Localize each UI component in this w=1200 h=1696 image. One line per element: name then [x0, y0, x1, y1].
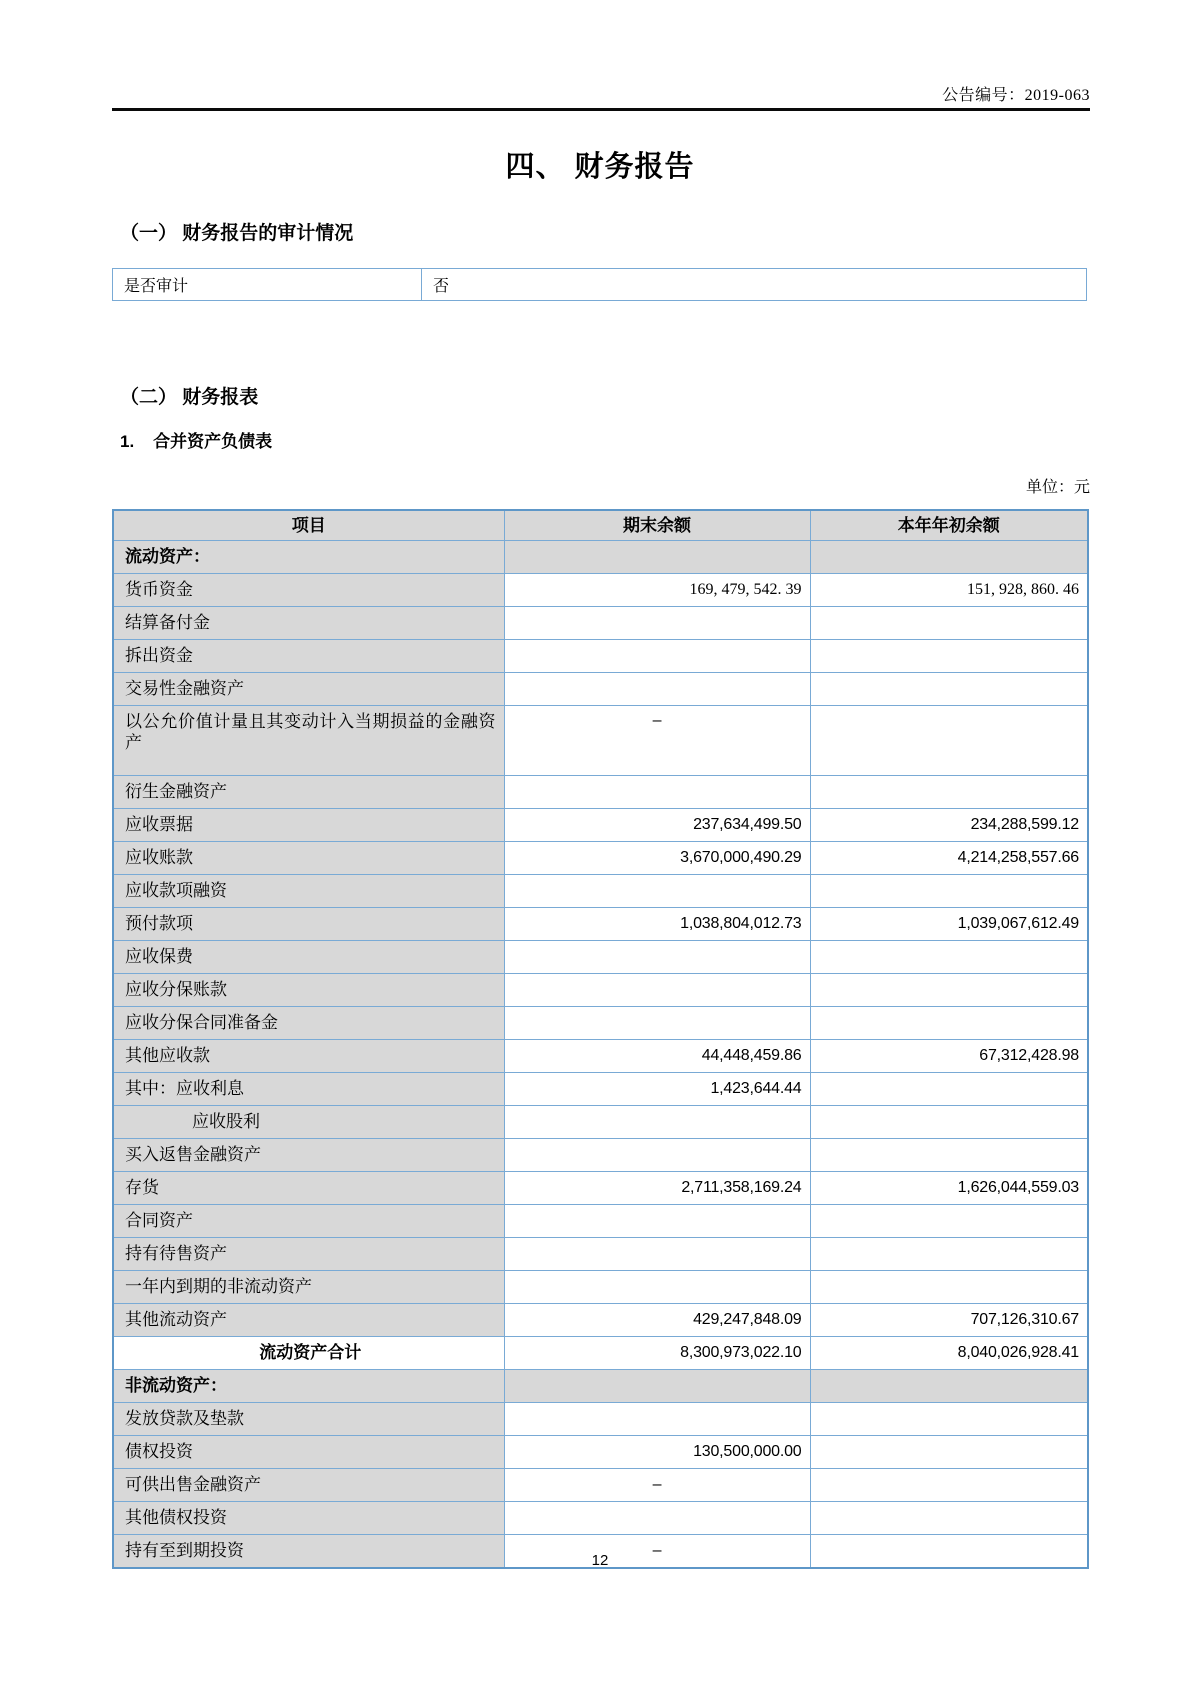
begin-balance-cell: 8,040,026,928.41 [810, 1337, 1088, 1370]
end-balance-cell: 1,423,644.44 [504, 1073, 810, 1106]
begin-balance-cell [810, 541, 1088, 574]
table-row [113, 842, 1088, 875]
begin-balance-cell [810, 776, 1088, 809]
end-balance-cell [504, 1403, 810, 1436]
section-row [113, 541, 1088, 574]
column-header-item: 项目 [113, 510, 504, 541]
end-balance-cell [504, 541, 810, 574]
end-balance-cell: 130,500,000.00 [504, 1436, 810, 1469]
end-balance-cell [504, 875, 810, 908]
table-row [113, 1469, 1088, 1502]
end-balance-cell [504, 1007, 810, 1040]
end-balance-cell [504, 974, 810, 1007]
table-row [113, 875, 1088, 908]
total-row [113, 1337, 1088, 1370]
table-row [113, 1502, 1088, 1535]
begin-balance-cell [810, 1436, 1088, 1469]
begin-balance-cell [810, 1403, 1088, 1436]
audit-row [113, 269, 1087, 301]
item-label-cell: 持有至到期投资 [113, 1535, 504, 1569]
begin-balance-cell: 1,626,044,559.03 [810, 1172, 1088, 1205]
item-label-cell: 其他债权投资 [113, 1502, 504, 1535]
begin-balance-cell [810, 1370, 1088, 1403]
audit-question-cell: 是否审计 [113, 269, 422, 301]
end-balance-cell: – [504, 1535, 810, 1569]
begin-balance-cell [810, 673, 1088, 706]
item-label-cell: 拆出资金 [113, 640, 504, 673]
begin-balance-cell [810, 1502, 1088, 1535]
doc-number: 公告编号：2019-063 [942, 87, 1090, 104]
table-row [113, 1403, 1088, 1436]
page-number: 12 [591, 1552, 609, 1569]
begin-balance-cell: 151, 928, 860. 46 [810, 574, 1088, 607]
table-row [113, 607, 1088, 640]
subsection-balance-sheet-heading: 1. 合并资产负债表 [120, 432, 273, 451]
item-label-cell: 应收款项融资 [113, 875, 504, 908]
end-balance-cell [504, 1238, 810, 1271]
end-balance-cell [504, 1139, 810, 1172]
begin-balance-cell [810, 1205, 1088, 1238]
table-row [113, 1436, 1088, 1469]
begin-balance-cell [810, 1238, 1088, 1271]
table-row [113, 776, 1088, 809]
item-label-cell: 货币资金 [113, 574, 504, 607]
audit-table [112, 268, 1087, 301]
item-label-cell: 应收分保账款 [113, 974, 504, 1007]
begin-balance-cell: 67,312,428.98 [810, 1040, 1088, 1073]
item-label-cell: 流动资产合计 [113, 1337, 504, 1370]
item-label-cell: 债权投资 [113, 1436, 504, 1469]
begin-balance-cell [810, 875, 1088, 908]
audit-answer-cell: 否 [422, 269, 1087, 301]
item-label-cell: 结算备付金 [113, 607, 504, 640]
end-balance-cell [504, 1370, 810, 1403]
item-label-cell: 衍生金融资产 [113, 776, 504, 809]
begin-balance-cell [810, 607, 1088, 640]
end-balance-cell [504, 607, 810, 640]
section-row [113, 1370, 1088, 1403]
end-balance-cell: 3,670,000,490.29 [504, 842, 810, 875]
end-balance-cell: 8,300,973,022.10 [504, 1337, 810, 1370]
item-label-cell: 持有待售资产 [113, 1238, 504, 1271]
item-label-cell: 应收保费 [113, 941, 504, 974]
begin-balance-cell: 1,039,067,612.49 [810, 908, 1088, 941]
table-row [113, 1238, 1088, 1271]
item-label-cell: 存货 [113, 1172, 504, 1205]
column-header-ending-balance: 期末余额 [504, 510, 810, 541]
end-balance-cell: 429,247,848.09 [504, 1304, 810, 1337]
item-label-cell: 买入返售金融资产 [113, 1139, 504, 1172]
table-row [113, 574, 1088, 607]
begin-balance-cell: 4,214,258,557.66 [810, 842, 1088, 875]
begin-balance-cell [810, 1139, 1088, 1172]
table-row [113, 1007, 1088, 1040]
end-balance-cell [504, 941, 810, 974]
begin-balance-cell: 234,288,599.12 [810, 809, 1088, 842]
table-row [113, 809, 1088, 842]
item-label-cell: 预付款项 [113, 908, 504, 941]
table-row [113, 706, 1088, 776]
begin-balance-cell [810, 1271, 1088, 1304]
unit-label: 单位：元 [1025, 479, 1090, 496]
end-balance-cell: 169, 479, 542. 39 [504, 574, 810, 607]
balance-sheet-header-row [113, 510, 1088, 541]
begin-balance-cell: 707,126,310.67 [810, 1304, 1088, 1337]
table-row [113, 1205, 1088, 1238]
end-balance-cell: 1,038,804,012.73 [504, 908, 810, 941]
end-balance-cell [504, 673, 810, 706]
item-label-cell: 应收票据 [113, 809, 504, 842]
begin-balance-cell [810, 941, 1088, 974]
section-audit-heading: （一） 财务报告的审计情况 [120, 223, 354, 244]
table-row [113, 1073, 1088, 1106]
begin-balance-cell [810, 640, 1088, 673]
item-label-cell: 非流动资产： [113, 1370, 504, 1403]
table-row [113, 941, 1088, 974]
end-balance-cell: 44,448,459.86 [504, 1040, 810, 1073]
end-balance-cell: 2,711,358,169.24 [504, 1172, 810, 1205]
item-label-cell: 发放贷款及垫款 [113, 1403, 504, 1436]
item-label-cell: 合同资产 [113, 1205, 504, 1238]
page-title: 四、 财务报告 [505, 151, 695, 183]
table-row [113, 1304, 1088, 1337]
header-rule [112, 108, 1090, 111]
table-row [113, 640, 1088, 673]
end-balance-cell [504, 1205, 810, 1238]
end-balance-cell: – [504, 706, 810, 776]
end-balance-cell [504, 1106, 810, 1139]
begin-balance-cell [810, 974, 1088, 1007]
item-label-cell: 应收分保合同准备金 [113, 1007, 504, 1040]
end-balance-cell [504, 776, 810, 809]
table-row [113, 974, 1088, 1007]
item-label-cell: 交易性金融资产 [113, 673, 504, 706]
end-balance-cell: 237,634,499.50 [504, 809, 810, 842]
item-label-cell: 可供出售金融资产 [113, 1469, 504, 1502]
balance-sheet-table [112, 509, 1089, 1569]
begin-balance-cell [810, 1469, 1088, 1502]
section-statements-heading: （二） 财务报表 [120, 387, 259, 408]
table-row [113, 1106, 1088, 1139]
begin-balance-cell [810, 1007, 1088, 1040]
item-label-cell: 其他应收款 [113, 1040, 504, 1073]
item-label-cell: 其他流动资产 [113, 1304, 504, 1337]
table-row [113, 1040, 1088, 1073]
item-label-cell: 其中：应收利息 [113, 1073, 504, 1106]
end-balance-cell: – [504, 1469, 810, 1502]
end-balance-cell [504, 1271, 810, 1304]
column-header-beginning-balance: 本年年初余额 [810, 510, 1088, 541]
begin-balance-cell [810, 1073, 1088, 1106]
table-row [113, 1172, 1088, 1205]
item-label-cell: 以公允价值计量且其变动计入当期损益的金融资产 [113, 706, 504, 776]
table-row [113, 908, 1088, 941]
end-balance-cell [504, 1502, 810, 1535]
table-row [113, 673, 1088, 706]
item-label-cell: 流动资产： [113, 541, 504, 574]
table-row [113, 1271, 1088, 1304]
item-label-cell: 应收账款 [113, 842, 504, 875]
end-balance-cell [504, 640, 810, 673]
begin-balance-cell [810, 1106, 1088, 1139]
item-label-cell: 一年内到期的非流动资产 [113, 1271, 504, 1304]
table-row [113, 1139, 1088, 1172]
item-label-cell: 应收股利 [113, 1106, 504, 1139]
begin-balance-cell [810, 706, 1088, 776]
